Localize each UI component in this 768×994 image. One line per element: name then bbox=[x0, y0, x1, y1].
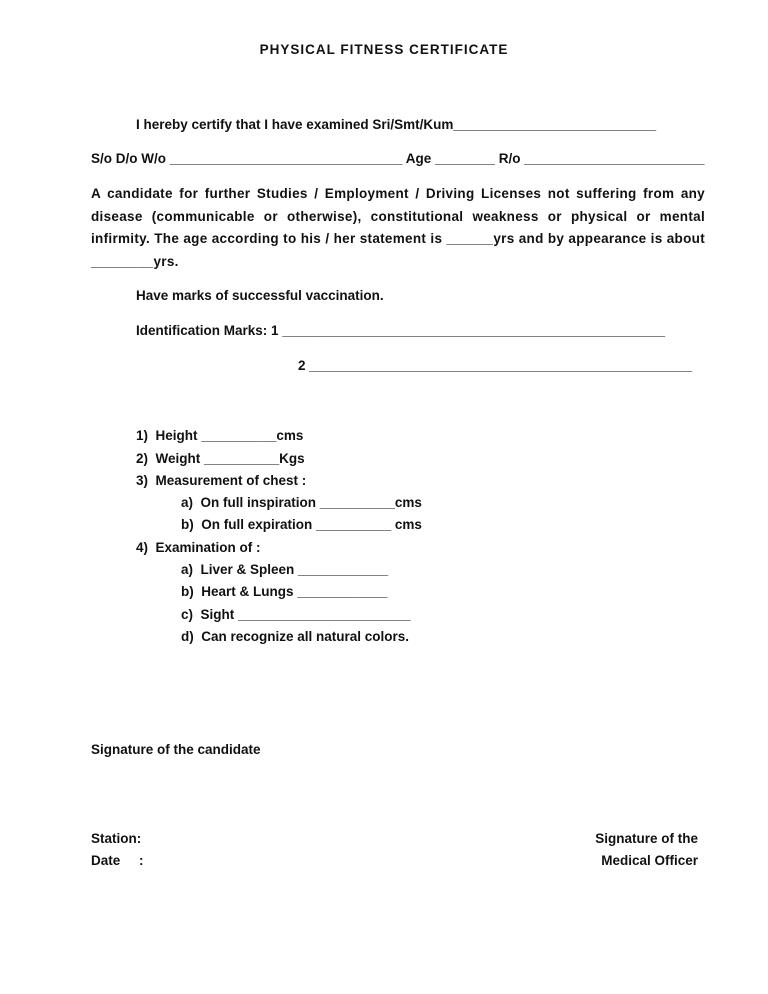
candidate-signature: Signature of the candidate bbox=[91, 742, 261, 757]
height-item: 1) Height __________cms bbox=[136, 428, 304, 443]
examination-item: 4) Examination of : bbox=[136, 540, 261, 555]
liver-spleen-item: a) Liver & Spleen ____________ bbox=[181, 562, 389, 577]
weight-item: 2) Weight __________Kgs bbox=[136, 451, 305, 466]
officer-signature-line1: Signature of the bbox=[595, 831, 698, 846]
colors-item: d) Can recognize all natural colors. bbox=[181, 629, 410, 644]
date-label: Date : bbox=[91, 853, 144, 868]
chest-measurement-item: 3) Measurement of chest : bbox=[136, 473, 307, 488]
sight-item: c) Sight _______________________ bbox=[181, 607, 411, 622]
page-title: PHYSICAL FITNESS CERTIFICATE bbox=[259, 42, 509, 57]
relation-line: S/o D/o W/o _______________________________ Age ________ R/o ________________________ bbox=[91, 151, 705, 166]
inspiration-item: a) On full inspiration __________cms bbox=[181, 495, 422, 510]
declaration-paragraph: A candidate for further Studies / Employment / Driving Licenses not suffering from any disease (communicable or otherwise), constitutional weakness or physical or mental infirmity. The age according to his / her statement is ______yrs and by appearance is about ________yrs. bbox=[91, 186, 705, 269]
expiration-item: b) On full expiration __________ cms bbox=[181, 517, 422, 532]
certify-line: I hereby certify that I have examined Sri/Smt/Kum___________________________ bbox=[136, 117, 657, 132]
identification-mark-2: 2 ___________________________________________________ bbox=[298, 358, 693, 373]
station-label: Station: bbox=[91, 831, 142, 846]
heart-lungs-item: b) Heart & Lungs ____________ bbox=[181, 584, 388, 599]
vaccination-line: Have marks of successful vaccination. bbox=[136, 288, 384, 303]
identification-mark-1: Identification Marks: 1 ___________________________________________________ bbox=[136, 323, 666, 338]
officer-signature-line2: Medical Officer bbox=[601, 853, 698, 868]
